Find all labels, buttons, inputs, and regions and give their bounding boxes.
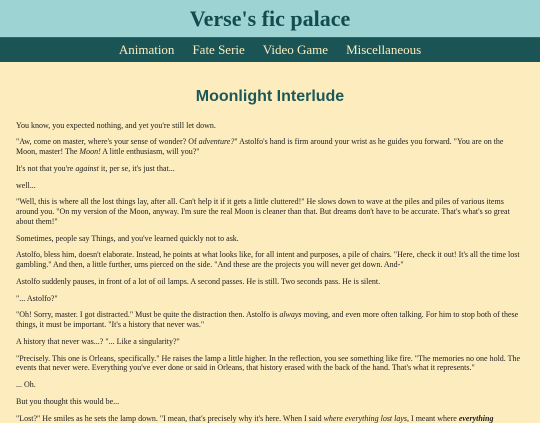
text-run: "Lost?" He smiles as he sets the lamp down. "I mean, that's precisely why it's here. When I said	[16, 413, 324, 423]
story-paragraph: You know, you expected nothing, and yet you're still let down.	[16, 120, 216, 130]
story-paragraph: A history that never was...? "... Like a singularity?"	[16, 336, 180, 346]
text-run: , I meant where	[407, 413, 459, 423]
emphasis-text: always	[279, 310, 302, 320]
story-paragraph	[16, 164, 524, 174]
story-paragraph: "Well, this is where all the lost things lay, after all. Can't help it if it gets a little cluttered!" He slows down to wave at the piles and piles of various items around you. "On my version of the Moon, anyway. I'm sure the real Moon is cleaner than that. But dreams don't have to be accurate. That's what's so great about them!"	[16, 197, 510, 226]
story-content	[0, 87, 540, 423]
story-paragraph	[16, 414, 524, 423]
story-paragraph: well...	[16, 180, 36, 190]
chapter-title: Moonlight Interlude	[195, 88, 345, 105]
emphasis-text: against	[75, 163, 99, 173]
emphasis-text: adventure?	[198, 137, 235, 147]
strong-emphasis-text: everything	[458, 413, 494, 423]
site-header	[0, 0, 540, 37]
nav-link-fate-serie[interactable]: Fate Serie	[192, 42, 245, 57]
text-run: A little enthusiasm, will you?"	[100, 147, 200, 157]
nav-link-miscellaneous[interactable]: Miscellaneous	[346, 42, 422, 57]
story-paragraph: Astolfo, bless him, doesn't elaborate. Instead, he points at what looks like, for all intent and purposes, a pile of chairs. "Here, check it out! It's all the time lost gambling." And then, a little further, urns pierced on the side. "And these are the projects you will never get down. And-"	[16, 250, 520, 270]
text-run: " Astolfo's hand is firm around your wrist as he guides you forward. "You are on the Moon, master! The	[16, 137, 504, 157]
story-paragraph: Astolfo suddenly pauses, in front of a lot of oil lamps. A second passes. He is still. Two seconds pass. He is silent.	[16, 276, 381, 286]
emphasis-text: Moon!	[79, 147, 101, 157]
nav-link-animation[interactable]: Animation	[118, 42, 175, 57]
text-run: it, per se, it's just that...	[98, 163, 175, 173]
story-paragraph: ... Oh.	[16, 380, 36, 390]
story-paragraph: "... Astolfo?"	[16, 293, 58, 303]
emphasis-text: where everything lost lays	[323, 413, 408, 423]
story-paragraph	[16, 310, 524, 330]
text-run: It's not that you're	[16, 163, 76, 173]
text-run: moving, and even more often talking. For him to stop both of these things, it must be important. "It's a history that never was."	[16, 310, 519, 330]
text-run: "Aw, come on master, where's your sense of wonder? Of	[16, 137, 199, 147]
text-run: "Oh! Sorry, master. I got distracted." Must be quite the distraction then. Astolfo is	[16, 310, 280, 320]
story-paragraph: "Precisely. This one is Orleans, specifically." He raises the lamp a little higher. In the reflection, you see something like fire. "The memories no one hold. The events that never were. Everything you've ever done or said in Orleans, that history erased with the back of the hand. That's what it represents."	[16, 353, 521, 373]
site-title: Verse's fic palace	[189, 5, 351, 31]
main-nav	[0, 37, 540, 62]
nav-link-video-game[interactable]: Video Game	[262, 42, 329, 57]
story-paragraph	[16, 137, 524, 157]
story-paragraph: Sometimes, people say Things, and you've learned quickly not to ask.	[16, 233, 239, 243]
story-paragraph: But you thought this would be...	[16, 396, 120, 406]
